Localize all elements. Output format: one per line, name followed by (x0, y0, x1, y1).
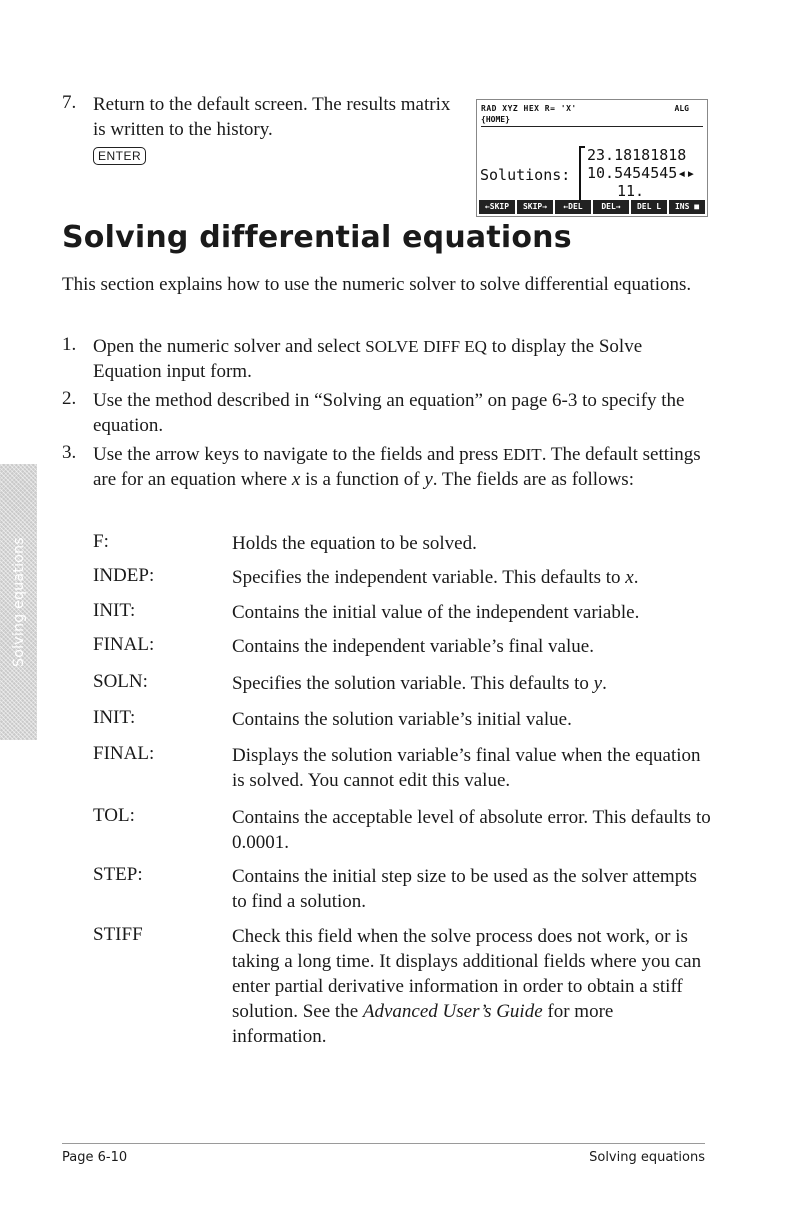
field-label-f: F: (93, 531, 109, 552)
field-desc-tol: Contains the acceptable level of absolute error. This defaults to 0.0001. (232, 807, 711, 853)
calc-softkey-menu (479, 200, 705, 214)
calc-matrix-bracket (579, 146, 585, 202)
step-1-text-part: to display the Solve Equation input form. (93, 336, 643, 382)
field-label-step: STEP: (93, 864, 143, 885)
step-3-text-part: is a function of (300, 469, 425, 490)
field-desc-init: Contains the initial value of the independent variable. (232, 602, 640, 623)
field-desc-f: Holds the equation to be solved. (232, 533, 477, 554)
diff-eq-key-label: DIFF EQ (423, 337, 487, 356)
calc-softkey: SKIP→ (517, 200, 553, 214)
field-desc-part: Specifies the independent variable. This defaults to (232, 567, 626, 588)
variable-y: y (424, 469, 433, 490)
step-2-text: Use the method described in “Solving an equation” on page 6-3 to specify the equation. (93, 390, 685, 436)
calc-softkey: ←DEL (555, 200, 591, 214)
calc-softkey: DEL→ (593, 200, 629, 214)
advanced-users-guide-title: Advanced User’s Guide (362, 1001, 543, 1022)
field-label-indep: INDEP: (93, 565, 155, 586)
step-7-text: Return to the default screen. The results matrix is written to the history. (93, 94, 451, 140)
calc-softkey: ←SKIP (479, 200, 515, 214)
calc-solutions-label: Solutions: (480, 166, 571, 184)
calculator-screen (476, 99, 708, 217)
field-label-final: FINAL: (93, 634, 155, 655)
variable-y: y (593, 673, 603, 694)
step-1-text-part: Open the numeric solver and select (93, 336, 366, 357)
step-3-text-part: . The fields are as follows: (432, 469, 634, 490)
step-2-number: 2. (62, 388, 77, 409)
field-label-soln-final: FINAL: (93, 743, 155, 764)
calc-directory: {HOME} (481, 115, 510, 124)
page-number: Page 6-10 (62, 1150, 128, 1165)
field-desc-soln-final: Displays the solution variable’s final value when the equation is solved. You cannot edit this value. (232, 745, 701, 791)
calc-value: 11. (617, 182, 645, 200)
intro-paragraph: This section explains how to use the numeric solver to solve differential equations. (62, 274, 692, 295)
field-desc-soln (232, 671, 712, 696)
field-desc-step: Contains the initial step size to be used as the solver attempts to find a solution. (232, 866, 697, 912)
field-desc-part: . (602, 673, 607, 694)
calc-value: 23.18181818 (587, 146, 687, 164)
variable-x: x (625, 567, 634, 588)
step-3-text (93, 442, 713, 492)
chapter-name: Solving equations (589, 1150, 705, 1165)
step-1-text (93, 334, 713, 384)
calc-value: 10.5454545◂▸ (587, 164, 696, 182)
step-1-number: 1. (62, 334, 77, 355)
enter-key-icon: ENTER (93, 147, 146, 165)
field-label-soln-init: INIT: (93, 707, 136, 728)
calc-softkey: DEL L (631, 200, 667, 214)
calc-status-line: RAD XYZ HEX R= 'X' (481, 104, 577, 113)
step-3-number: 3. (62, 442, 77, 463)
step-3-text-part: Use the arrow keys to navigate to the fields and press (93, 444, 503, 465)
field-desc-part: Specifies the solution variable. This defaults to (232, 673, 594, 694)
section-heading: Solving differential equations (62, 220, 572, 255)
calc-divider (481, 126, 703, 127)
solve-key-label: SOLVE (365, 337, 419, 356)
field-desc-indep (232, 565, 712, 590)
field-desc-final: Contains the independent variable’s final value. (232, 636, 594, 657)
calc-mode: ALG (674, 104, 689, 113)
step-7-number: 7. (62, 92, 77, 113)
field-desc-part: for more information. (232, 1001, 614, 1047)
field-desc-soln-init: Contains the solution variable’s initial value. (232, 709, 572, 730)
field-desc-part: . (633, 567, 639, 588)
field-label-stiff: STIFF (93, 924, 143, 945)
step-3-text-part: . The default settings are for an equation where (93, 444, 701, 490)
edit-key-label: EDIT (502, 445, 542, 464)
footer-divider (62, 1143, 705, 1144)
field-label-soln: SOLN: (93, 671, 148, 692)
field-desc-stiff (232, 924, 712, 1049)
variable-x: x (291, 469, 301, 490)
chapter-side-tab (0, 464, 37, 740)
field-desc-part: Check this field when the solve process does not work, or is taking a long time. It displays additional fields where you can enter partial derivative information in order to obtain a stiff solution. See the (232, 926, 702, 1022)
field-label-init: INIT: (93, 600, 136, 621)
field-label-tol: TOL: (93, 805, 135, 826)
side-tab-label: Solving equations (10, 537, 27, 667)
calc-softkey: INS ■ (669, 200, 705, 214)
